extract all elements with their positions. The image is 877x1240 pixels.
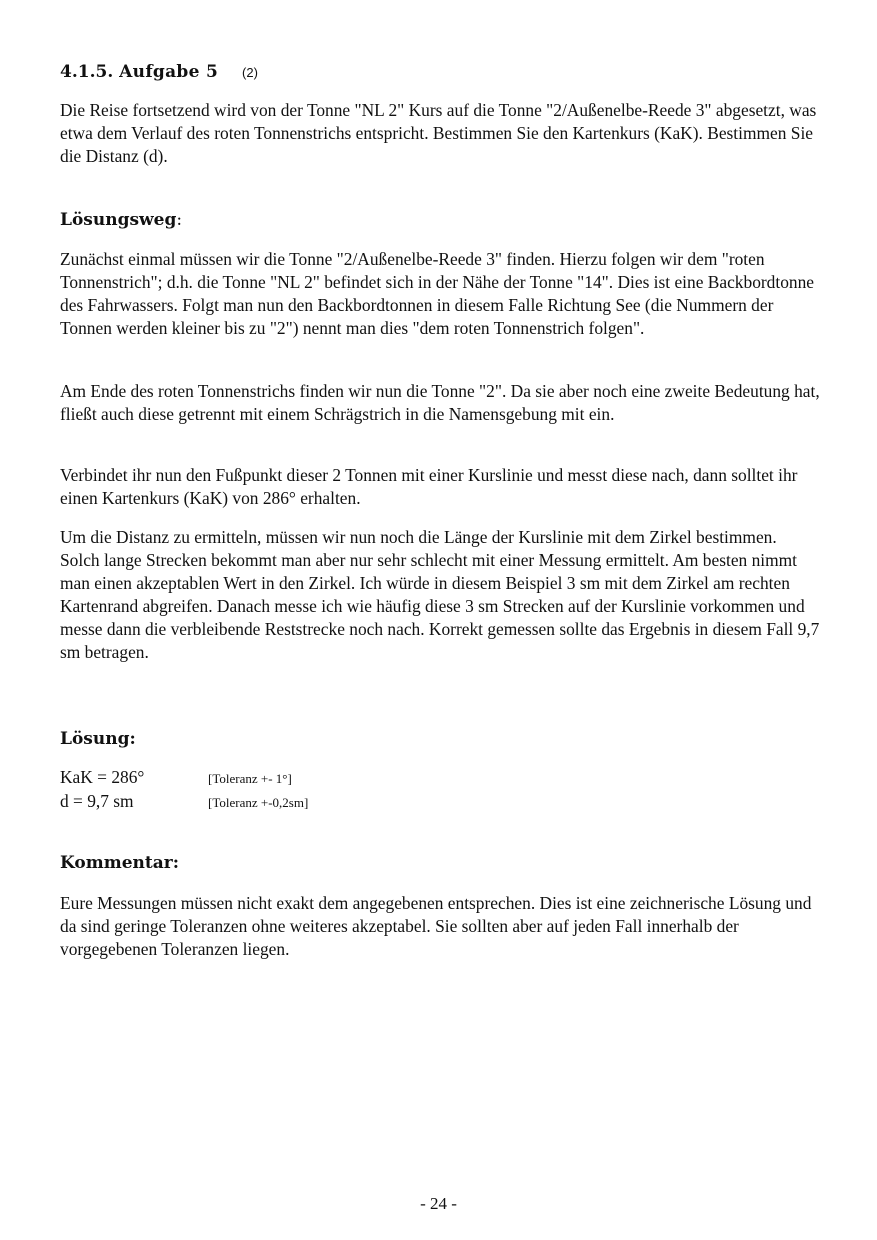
solution-way-paragraph-3: Verbindet ihr nun den Fußpunkt dieser 2 Tonnen mit einer Kurslinie und messt diese nach, dann solltet ihr einen Kartenkurs (KaK) von 286° erhalten. bbox=[60, 465, 798, 508]
task-points: (2) bbox=[242, 65, 258, 80]
solution-way-label: Lösungsweg bbox=[60, 210, 177, 230]
solution-tolerance: [Toleranz +- 1°] bbox=[208, 771, 292, 786]
solution-way-paragraph-4: Um die Distanz zu ermitteln, müssen wir nun noch die Länge der Kurslinie mit dem Zirkel bestimmen. Solch lange Strecken bekommt man aber nur sehr schlecht mit einer Messung ermittelt. Am besten nimmt man einen akzeptablen Wert in den Zirkel. Ich würde in diesem Beispiel 3 sm mit dem Zirkel am rechten Kartenrand abgreifen. Danach messe ich wie häufig diese 3 sm Strecken auf der Kurslinie vorkommen und messe dann die verbleibende Reststrecke noch nach. Korrekt gemessen sollte das Ergebnis in diesem Fall 9,7 sm betragen. bbox=[60, 527, 820, 662]
solution-way-colon: : bbox=[176, 210, 183, 230]
solution-way-paragraph-2: Am Ende des roten Tonnenstrichs finden wir nun die Tonne "2". Da sie aber noch eine zweite Bedeutung hat, fließt auch diese getrennt mit einem Schrägstrich in die Namensgebung mit ein. bbox=[60, 381, 820, 424]
task-heading bbox=[60, 62, 258, 82]
task-number: 4.1.5. bbox=[60, 62, 114, 82]
task-title: Aufgabe 5 bbox=[119, 62, 219, 82]
comment-text: Eure Messungen müssen nicht exakt dem angegebenen entsprechen. Dies ist eine zeichnerische Lösung und da sind geringe Toleranzen ohne weiteres akzeptabel. Sie sollten aber auf jeden Fall innerhalb der vorgegebenen Toleranzen liegen. bbox=[60, 893, 812, 959]
solution-value: d = 9,7 sm bbox=[60, 791, 134, 811]
solution-way-paragraph-1: Zunächst einmal müssen wir die Tonne "2/Außenelbe-Reede 3" finden. Hierzu folgen wir dem "roten Tonnenstrich"; d.h. die Tonne "NL 2" befindet sich in der Nähe der Tonne "14". Dies ist eine Backbordtonne des Fahrwassers. Folgt man nun den Backbordtonnen in diesem Falle Richtung See (die Nummern der Tonnen werden kleiner bis zu "2") nennt man dies "dem roten Tonnenstrich folgen". bbox=[60, 249, 815, 338]
solution-value: KaK = 286° bbox=[60, 767, 145, 787]
solution-row bbox=[60, 791, 309, 812]
solution-way-heading bbox=[60, 210, 182, 230]
solution-tolerance: [Toleranz +-0,2sm] bbox=[208, 795, 309, 810]
solution-row bbox=[60, 767, 292, 788]
solution-heading: Lösung: bbox=[60, 729, 136, 749]
task-text: Die Reise fortsetzend wird von der Tonne "NL 2" Kurs auf die Tonne "2/Außenelbe-Reede 3" abgesetzt, was etwa dem Verlauf des roten Tonnenstrichs entspricht. Bestimmen Sie den Kartenkurs (KaK). Bestimmen Sie die Distanz (d). bbox=[60, 100, 817, 166]
comment-heading: Kommentar: bbox=[60, 853, 179, 873]
page-number: - 24 - bbox=[420, 1194, 457, 1213]
